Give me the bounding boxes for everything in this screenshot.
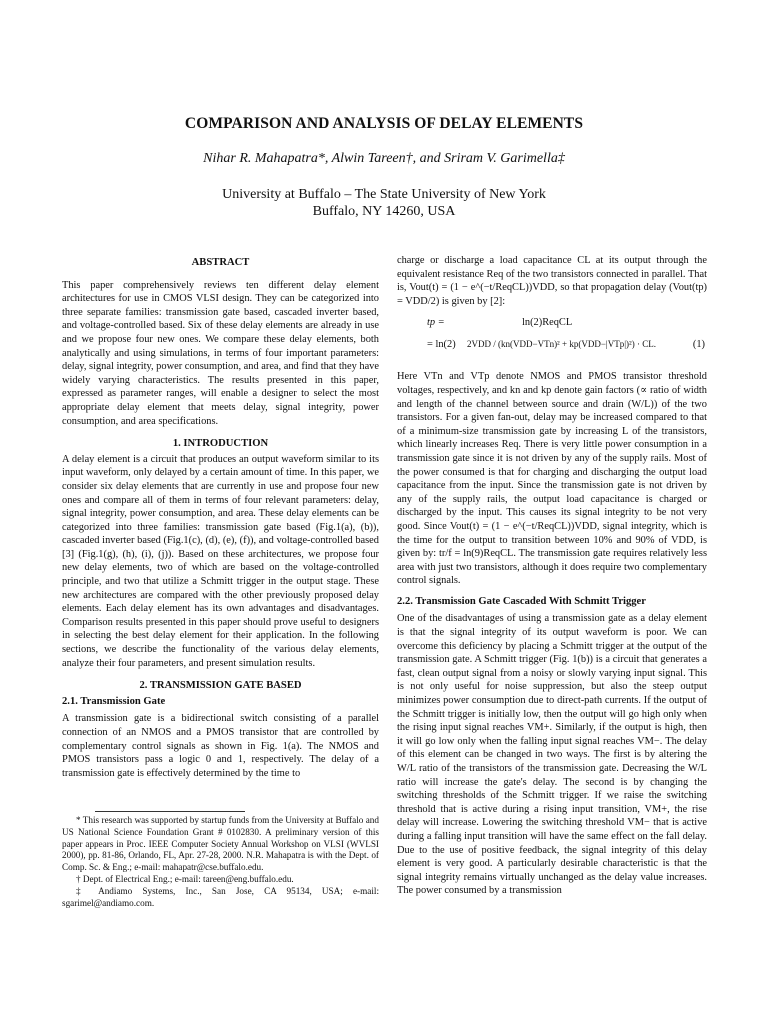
paper-title: COMPARISON AND ANALYSIS OF DELAY ELEMENTS	[184, 115, 584, 132]
equation-rhs-1: ln(2)ReqCL	[522, 317, 573, 329]
section-2-heading: 2. TRANSMISSION GATE BASED	[139, 680, 302, 692]
subsection-2-2-text: One of the disadvantages of using a transmission gate as a delay element is that the signal integrity of its output waveform is poor. We can overcome this deficiency by placing a Schmitt trigger at the output of the transmission gate. A Schmitt trigger (Fig. 1(b)) is a circuit that generates a fast, clean output signal from a noisy or slowly varying input signal. This is not only useful for noise suppression, but also the steep output minimizes power consumption due to direct-path currents. If the output of the Schmitt trigger is initially low, then the output will go high only when the rising input signal reaches VM+. Similarly, if the output is high, then it will go low only when the falling input signal reaches VM−. The delay of this element can be changed in two ways. The first is by altering the W/L ratio of the transistors of the transmission gate. Decreasing the W/L ratio will increase the gate's delay. The second is by changing the switching thresholds of the Schmitt trigger. If we raise the switching threshold that is active during a rising input transition, VM+, the rise delay will increase. Lowering the switching threshold VM− that is active during a falling input transition will have the same effect on the fall delay. Due to the use of positive feedback, the signal integrity of this delay element is very good. A particularly desirable characteristic is that the signal integrity remains virtually unchanged as the delay value increases. The power consumed by a transmission	[397, 613, 707, 897]
right-para-2: Here VTn and VTp denote NMOS and PMOS transistor threshold voltages, respectively, and kn and kp denote gain factors (∝ ratio of width and length of the channel between source and drain (W/L)) of the two transistors. For a given fan-out, delay may be increased compared to that of a minimum-size transmission gate by increasing L of the transistors, which linearly increases Req. There is very little power consumption in a transmission gate since it is not driven by any of the supply rails. Most of the power consumed is that for charging and discharging the output load capacitance from the input. Since the transmission gate is not driven by any of the supply rails, the output load capacitance is charged or discharged by the input. This causes its signal integrity to be not very good. Since Vout(t) = (1 − e^(−t/ReqCL))VDD, signal integrity, which is the time for the output to transition between 10% and 90% of VDD, is given by: tr/f = ln(9)ReqCL. The transmission gate requires relatively less area with just two transistors, although it does require two complementary control signals.	[397, 371, 707, 587]
footnotes	[62, 815, 379, 909]
footnote-divider	[95, 811, 245, 812]
right-column	[397, 254, 707, 898]
abstract-heading: ABSTRACT	[191, 257, 250, 268]
equation-rhs-2: 2VDD / (kn(VDD−VTn)² + kp(VDD−|VTp|)²) · CL.	[467, 339, 656, 350]
section-1-text: A delay element is a circuit that produces an output waveform similar to its input waveform, only delayed by a certain amount of time. In this paper, we consider six delay elements that are currently in use and propose four new ones and compare all of them in terms of four relevant parameters: delay, signal integrity, power consumption, and area. These delay elements can be categorized into three families: transmission gate based (Fig.1(a), (b)), cascaded inverter based (Fig.1(c), (d), (e), (f)), and voltage-controlled based [3] (Fig.1(g), (h), (i), (j)). Based on these architectures, we propose four new delay elements, two of which are based on the voltage-controlled principle, and two that utilize a Schmitt trigger in the output stage. These new architectures are compared with the other previously proposed delay elements. Each delay element has its own advantages and disadvantages. Comparison results presented in this paper should prove useful to designers in selecting the best delay element for their application. In the following sections, we describe the functionality of the various delay elements, analyze their four parameters, and present simulation results.	[62, 453, 379, 669]
abstract-text: This paper comprehensively reviews ten different delay element architectures for use in CMOS VLSI design. They can be categorized into three separate families: transmission gate based, cascaded inverter based, and voltage-controlled based. Six of these delay elements are already in use and we propose four new ones. We compare these delay elements, both analytically and using simulations, in terms of four important parameters: delay, signal integrity, power consumption, and area, and find that they have widely varying characteristics. The results presented in this paper, expressed as parameter ranges, will enable a designer to select the most appropriate delay element that meets delay, signal integrity, power consumption, and area specifications.	[62, 279, 379, 427]
equation-lhs-1: tp =	[427, 317, 445, 329]
equation-number: (1)	[692, 339, 705, 351]
subsection-2-2-heading: 2.2. Transmission Gate Cascaded With Schmitt Trigger	[397, 595, 646, 607]
affiliation-line-1: University at Buffalo – The State University of New York	[222, 187, 546, 202]
author-list: Nihar R. Mahapatra*, Alwin Tareen†, and Sriram V. Garimella‡	[203, 151, 565, 166]
affiliation-line-2: Buffalo, NY 14260, USA	[312, 204, 456, 219]
section-1-heading: 1. INTRODUCTION	[172, 438, 269, 450]
left-column	[62, 254, 379, 780]
footnote-3: ‡ Andiamo Systems, Inc., San Jose, CA 95134, USA; e-mail: sgarimel@andiamo.com.	[62, 885, 379, 908]
right-para-1: charge or discharge a load capacitance CL at its output through the equivalent resistance Req of the two transistors connected in parallel. That is, Vout(t) = (1 − e^(−t/ReqCL))VDD, so that propagation delay (Vout(tp) = VDD/2) is given by [2]:	[397, 255, 707, 307]
footnote-1: * This research was supported by startup funds from the University at Buffalo and US National Science Foundation Grant # 0102830. A preliminary version of this paper appears in Proc. IEEE Computer Society Annual Workshop on VLSI (WVLSI 2000), pp. 81-86, Orlando, FL, Apr. 27-28, 2000. N.R. Mahapatra is with the Dept. of Comp. Sc. & Eng.; e-mail: mahapatr@cse.buffalo.edu.	[62, 815, 379, 873]
equation-lhs-2: = ln(2)	[427, 339, 456, 351]
subsection-2-1-text: A transmission gate is a bidirectional switch consisting of a parallel connection of an NMOS and a PMOS transistor that are controlled by complementary control signals as shown in Fig. 1(a). The NMOS and PMOS transistors pass a logic 0 and 1, respectively. The delay of a transmission gate is effectively determined by the time to	[62, 713, 379, 779]
affiliation	[0, 186, 768, 220]
footnote-2: † Dept. of Electrical Eng.; e-mail: tareen@eng.buffalo.edu.	[76, 873, 294, 884]
subsection-2-1-heading: 2.1. Transmission Gate	[62, 695, 166, 707]
equation-1	[397, 314, 707, 364]
